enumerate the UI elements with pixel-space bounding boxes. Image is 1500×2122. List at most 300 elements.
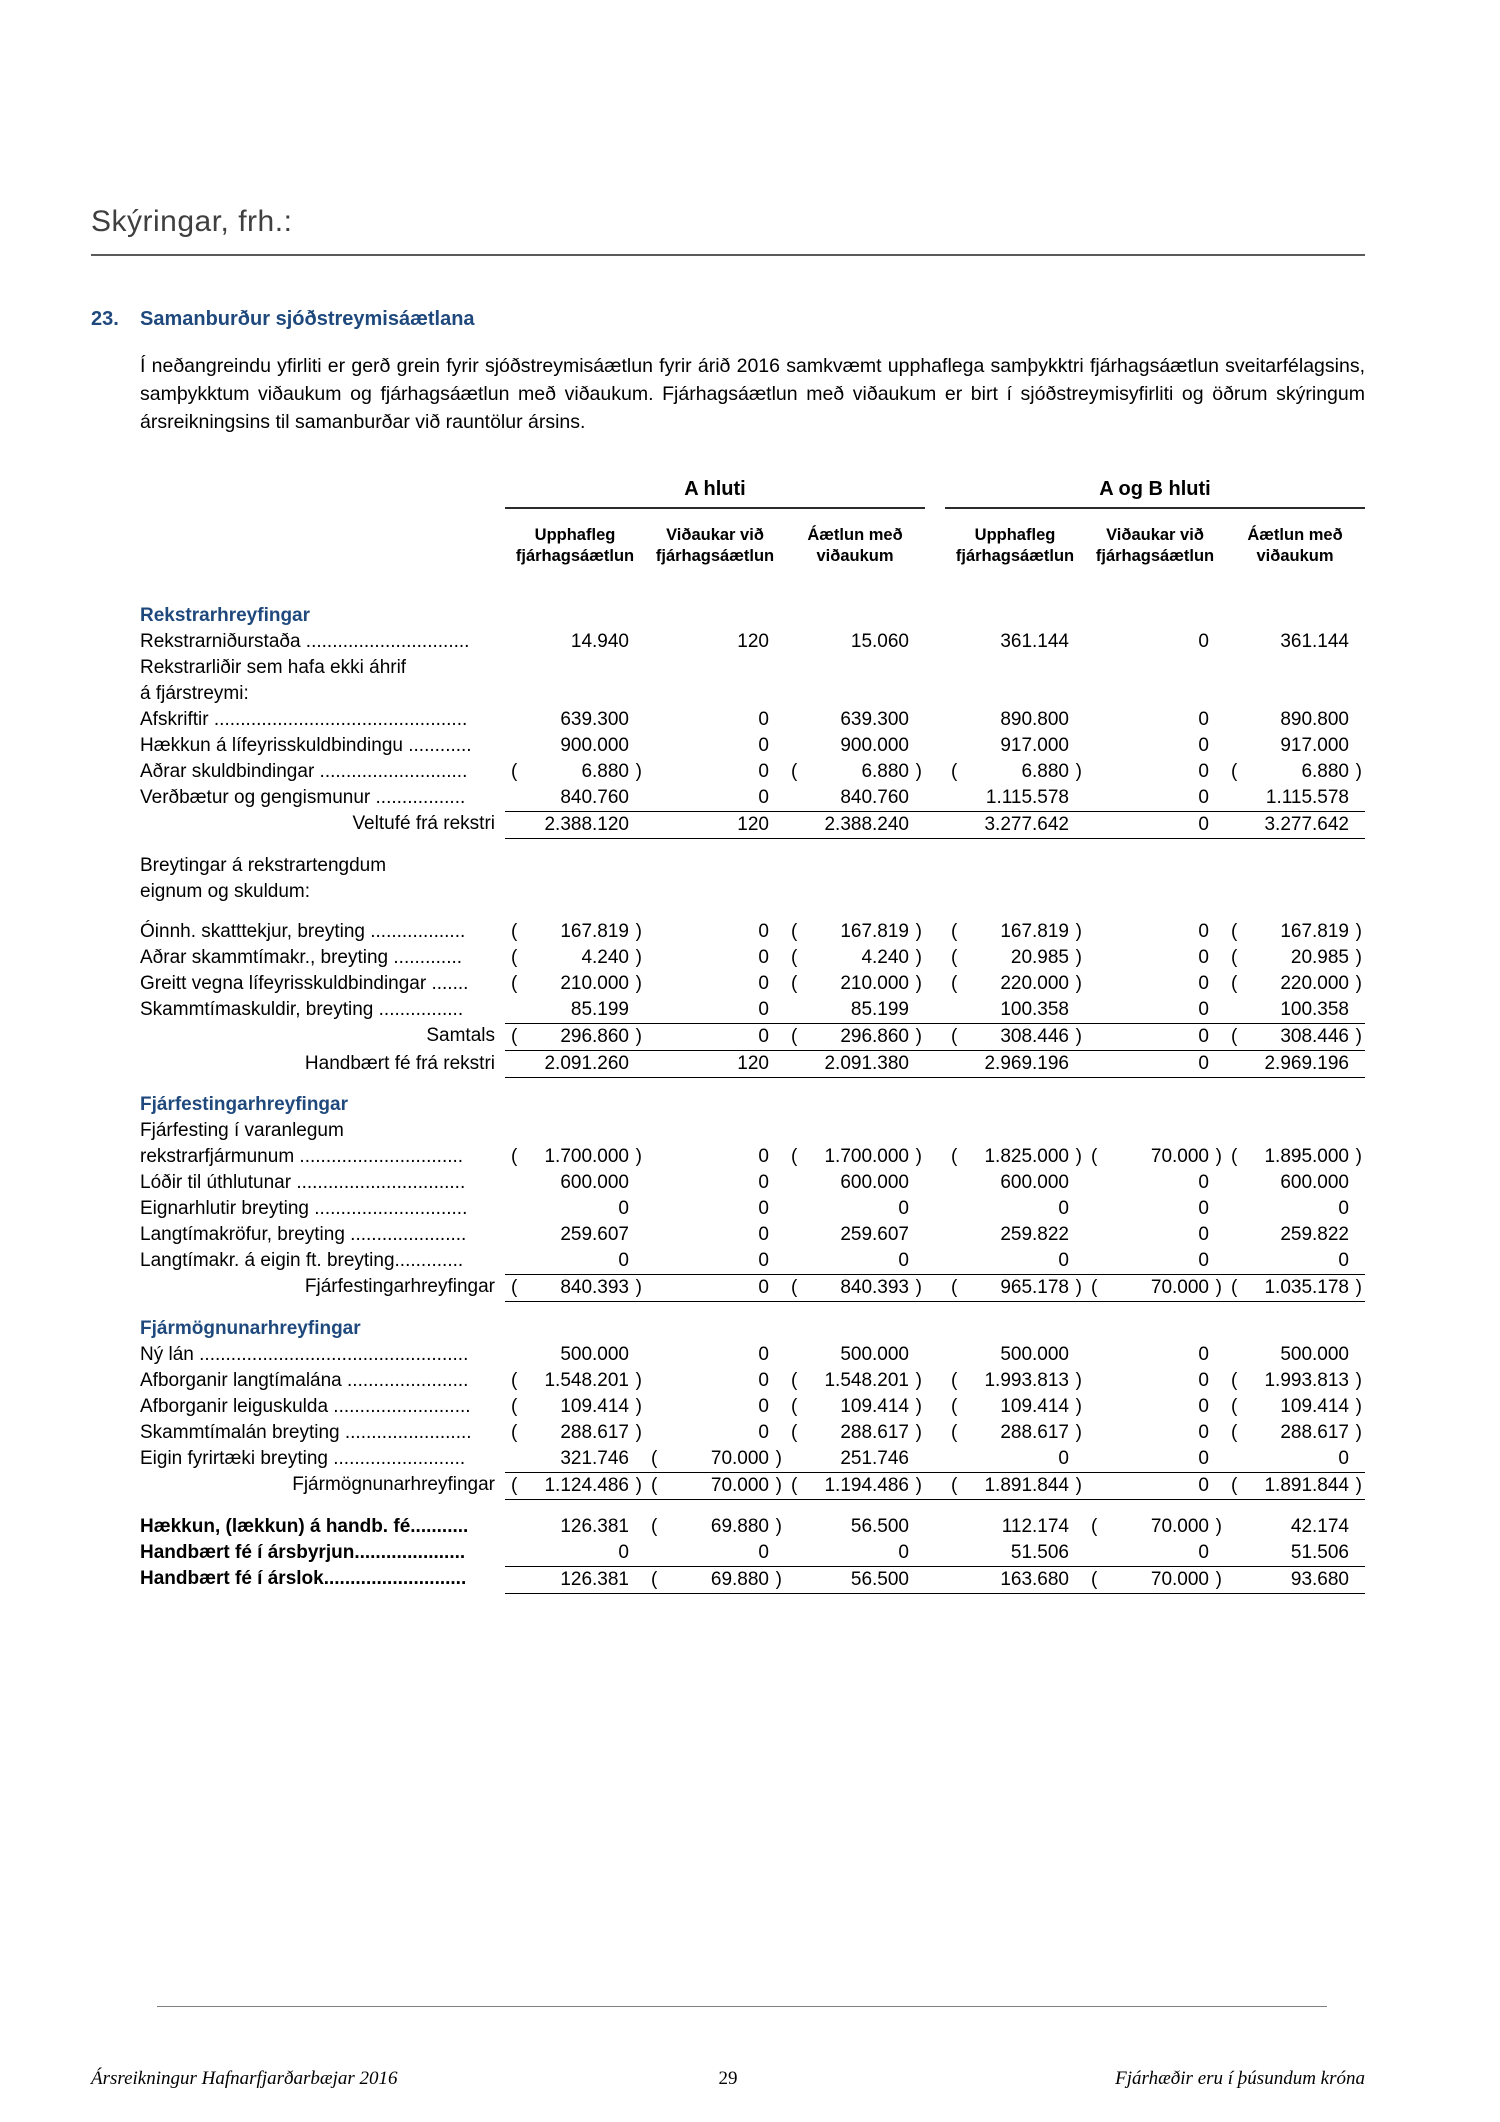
- value: 0: [1198, 1198, 1209, 1219]
- table-row: [140, 1196, 1365, 1222]
- value-cell: [945, 707, 1085, 733]
- value: 840.760: [560, 787, 629, 808]
- column-header-line: Áætlun með: [807, 526, 903, 544]
- value: 70.000: [710, 1475, 769, 1496]
- column-header-line: fjárhagsáætlun: [655, 547, 775, 565]
- row-label: Handbært fé frá rekstri: [304, 1053, 495, 1074]
- value-cell: [945, 1473, 1085, 1499]
- value-cell: [1225, 945, 1365, 971]
- row-label: Lóðir til úthlutunar ................................: [140, 1172, 466, 1193]
- value-cell: [1085, 1473, 1225, 1499]
- open-paren: (: [1231, 1026, 1238, 1047]
- close-paren: ): [1075, 1370, 1082, 1391]
- value: 0: [1198, 1172, 1209, 1193]
- value: 51.506: [1290, 1542, 1349, 1563]
- close-paren: ): [1355, 1370, 1362, 1391]
- row-label: Afskriftir ................................................: [140, 709, 468, 730]
- row-spacer: [140, 1078, 1365, 1092]
- value-cell: [785, 1222, 925, 1248]
- value-cell: [945, 971, 1085, 997]
- value-cell: [945, 1446, 1085, 1472]
- open-paren: (: [511, 1422, 518, 1443]
- value-cell: [1085, 1196, 1225, 1222]
- value-cell: [505, 997, 645, 1023]
- row-values: [505, 733, 1365, 759]
- value-cell: [945, 1144, 1085, 1170]
- value-cell: [505, 733, 645, 759]
- value-cell: [505, 1275, 645, 1301]
- table-row: [140, 811, 1365, 839]
- value: 321.746: [560, 1448, 629, 1469]
- value: 0: [758, 1250, 769, 1271]
- value: 288.617: [560, 1422, 629, 1443]
- section-number: 23.: [91, 308, 119, 330]
- value-cell: [945, 945, 1085, 971]
- row-label: Fjárfestingarhreyfingar: [304, 1276, 495, 1297]
- table-row: [140, 733, 1365, 759]
- value-cell: [1085, 1144, 1225, 1170]
- value-cell: [1085, 1368, 1225, 1394]
- value: 0: [1198, 1475, 1209, 1496]
- value: 6.880: [1021, 761, 1069, 782]
- value: 167.819: [1000, 921, 1069, 942]
- value-cell: [945, 997, 1085, 1023]
- value: 56.500: [850, 1569, 909, 1590]
- row-label: Ný lán ...................................................: [140, 1344, 469, 1365]
- row-values: [505, 1566, 1365, 1594]
- value-cell: [505, 1394, 645, 1420]
- value: 0: [1058, 1198, 1069, 1219]
- value: 100.358: [1280, 999, 1349, 1020]
- close-paren: ): [1355, 1422, 1362, 1443]
- page-title: Skýringar, frh.:: [91, 205, 293, 238]
- value-cell: [1085, 1446, 1225, 1472]
- value-cell: [645, 1144, 785, 1170]
- value: 167.819: [1280, 921, 1349, 942]
- row-label: Rekstrarhreyfingar: [140, 605, 311, 626]
- value-cell: [645, 629, 785, 655]
- value: 361.144: [1280, 631, 1349, 652]
- open-paren: (: [951, 1026, 958, 1047]
- table-row: [140, 759, 1365, 785]
- footer-report-name: Ársreikningur Hafnarfjarðarbæjar 2016: [91, 2068, 398, 2089]
- close-paren: ): [1075, 761, 1082, 782]
- value-cell: [1085, 971, 1225, 997]
- value: 20.985: [1290, 947, 1349, 968]
- value: 1.891.844: [984, 1475, 1069, 1496]
- value: 0: [1198, 1396, 1209, 1417]
- value-cell: [785, 629, 925, 655]
- value: 308.446: [1280, 1026, 1349, 1047]
- value: 0: [1198, 814, 1209, 835]
- close-paren: ): [1215, 1146, 1222, 1167]
- table-body: [140, 603, 1365, 1594]
- close-paren: ): [1355, 1396, 1362, 1417]
- value: 900.000: [560, 735, 629, 756]
- value-cell: [645, 1248, 785, 1274]
- close-paren: ): [635, 921, 642, 942]
- close-paren: ): [1075, 947, 1082, 968]
- cashflow-comparison-table: [140, 478, 1365, 1594]
- row-label: Hækkun, (lækkun) á handb. fé...........: [140, 1516, 469, 1537]
- value-cell: [645, 1368, 785, 1394]
- value-cell: [505, 785, 645, 811]
- value: 600.000: [1280, 1172, 1349, 1193]
- value-cell: [945, 1222, 1085, 1248]
- close-paren: ): [1075, 1422, 1082, 1443]
- close-paren: ): [775, 1516, 782, 1537]
- value-cell: [785, 1342, 925, 1368]
- open-paren: (: [951, 761, 958, 782]
- row-label: Langtímakr. á eigin ft. breyting.............: [140, 1250, 464, 1271]
- close-paren: ): [915, 1370, 922, 1391]
- value-cell: [1225, 1420, 1365, 1446]
- value-cell: [785, 733, 925, 759]
- value-cell: [1225, 812, 1365, 838]
- value: 2.388.240: [824, 814, 909, 835]
- table-row: [140, 1566, 1365, 1594]
- value: 69.880: [710, 1569, 769, 1590]
- open-paren: (: [1231, 1277, 1238, 1298]
- close-paren: ): [635, 1396, 642, 1417]
- table-row: [140, 707, 1365, 733]
- value-cell: [645, 945, 785, 971]
- row-label: Veltufé frá rekstri: [352, 813, 495, 834]
- value-cell: [945, 629, 1085, 655]
- row-label: Handbært fé í ársbyrjun.....................: [140, 1542, 466, 1563]
- close-paren: ): [635, 947, 642, 968]
- open-paren: (: [511, 1396, 518, 1417]
- value-cell: [505, 1342, 645, 1368]
- close-paren: ): [915, 1475, 922, 1496]
- value-cell: [1085, 707, 1225, 733]
- value-cell: [505, 1473, 645, 1499]
- value-cell: [1225, 1275, 1365, 1301]
- open-paren: (: [791, 921, 798, 942]
- close-paren: ): [915, 947, 922, 968]
- value-cell: [645, 1514, 785, 1540]
- value: 0: [1198, 1448, 1209, 1469]
- value-cell: [945, 1540, 1085, 1566]
- value-cell: [785, 1196, 925, 1222]
- footer-divider-line: [157, 2006, 1327, 2007]
- row-values: [505, 1342, 1365, 1368]
- value-cell: [1085, 945, 1225, 971]
- value-cell: [945, 1368, 1085, 1394]
- value: 0: [758, 1396, 769, 1417]
- value-cell: [945, 1275, 1085, 1301]
- column-header-line: fjárhagsáætlun: [955, 547, 1075, 565]
- row-values: [505, 1222, 1365, 1248]
- value: 100.358: [1000, 999, 1069, 1020]
- open-paren: (: [511, 973, 518, 994]
- row-label: Hækkun á lífeyrisskuldbindingu ............: [140, 735, 472, 756]
- open-paren: (: [1231, 1475, 1238, 1496]
- value-cell: [1085, 1420, 1225, 1446]
- value: 0: [1338, 1448, 1349, 1469]
- value: 15.060: [850, 631, 909, 652]
- value-cell: [505, 971, 645, 997]
- open-paren: (: [511, 1370, 518, 1391]
- value: 4.240: [581, 947, 629, 968]
- value-cell: [645, 759, 785, 785]
- row-label: Langtímakröfur, breyting ......................: [140, 1224, 467, 1245]
- value-cell: [1225, 1024, 1365, 1050]
- value-cell: [505, 1567, 645, 1593]
- value: 109.414: [1000, 1396, 1069, 1417]
- value: 0: [758, 1370, 769, 1391]
- value-cell: [1225, 1222, 1365, 1248]
- value-cell: [1085, 759, 1225, 785]
- value: 0: [1198, 761, 1209, 782]
- row-label: Verðbætur og gengismunur .................: [140, 787, 466, 808]
- open-paren: (: [1231, 947, 1238, 968]
- value-cell: [645, 1342, 785, 1368]
- value: 0: [1198, 973, 1209, 994]
- value-cell: [1225, 629, 1365, 655]
- value-cell: [1085, 1342, 1225, 1368]
- table-row: [140, 1118, 1365, 1144]
- open-paren: (: [791, 973, 798, 994]
- value-cell: [1225, 1514, 1365, 1540]
- value: 1.548.201: [824, 1370, 909, 1391]
- row-label: Rekstrarniðurstaða ...............................: [140, 631, 470, 652]
- value: 2.969.196: [1264, 1053, 1349, 1074]
- value: 639.300: [840, 709, 909, 730]
- row-spacer: [140, 1302, 1365, 1316]
- open-paren: (: [511, 1146, 518, 1167]
- open-paren: (: [791, 1146, 798, 1167]
- value-cell: [1085, 785, 1225, 811]
- column-header: [505, 525, 645, 567]
- value: 1.825.000: [984, 1146, 1069, 1167]
- value-cell: [645, 1170, 785, 1196]
- value: 14.940: [570, 631, 629, 652]
- value: 0: [1198, 1026, 1209, 1047]
- value-cell: [645, 1473, 785, 1499]
- value: 70.000: [710, 1448, 769, 1469]
- close-paren: ): [1075, 921, 1082, 942]
- value: 120: [737, 814, 769, 835]
- value: 0: [758, 1422, 769, 1443]
- value-cell: [1225, 971, 1365, 997]
- open-paren: (: [651, 1448, 658, 1469]
- close-paren: ): [1355, 973, 1362, 994]
- value: 259.822: [1280, 1224, 1349, 1245]
- value-cell: [505, 1196, 645, 1222]
- value-cell: [505, 1144, 645, 1170]
- open-paren: (: [791, 947, 798, 968]
- value-cell: [1225, 785, 1365, 811]
- value-cell: [785, 997, 925, 1023]
- value-cell: [945, 733, 1085, 759]
- row-label: Greitt vegna lífeyrisskuldbindingar .......: [140, 973, 469, 994]
- row-values: [505, 1248, 1365, 1274]
- open-paren: (: [1091, 1277, 1098, 1298]
- table-row: [140, 879, 1365, 905]
- value-cell: [645, 971, 785, 997]
- column-header-line: fjárhagsáætlun: [1095, 547, 1215, 565]
- value: 500.000: [840, 1344, 909, 1365]
- value-cell: [1225, 1368, 1365, 1394]
- table-row: [140, 1446, 1365, 1472]
- group-header-a-hluti: A hluti: [505, 478, 925, 509]
- section-title: Samanburður sjóðstreymisáætlana: [140, 308, 475, 330]
- value: 0: [758, 1146, 769, 1167]
- value-cell: [505, 1170, 645, 1196]
- value-cell: [1085, 1275, 1225, 1301]
- value-cell: [945, 919, 1085, 945]
- value: 0: [898, 1198, 909, 1219]
- close-paren: ): [635, 973, 642, 994]
- open-paren: (: [651, 1569, 658, 1590]
- value-cell: [645, 1540, 785, 1566]
- value-cell: [785, 1446, 925, 1472]
- value: 259.822: [1000, 1224, 1069, 1245]
- value: 600.000: [560, 1172, 629, 1193]
- table-row: [140, 1472, 1365, 1500]
- table-row: [140, 1316, 1365, 1342]
- value: 70.000: [1150, 1146, 1209, 1167]
- close-paren: ): [1215, 1569, 1222, 1590]
- value-cell: [645, 1024, 785, 1050]
- close-paren: ): [775, 1569, 782, 1590]
- column-header-line: viðaukum: [1256, 547, 1334, 565]
- value-cell: [945, 1342, 1085, 1368]
- value: 109.414: [1280, 1396, 1349, 1417]
- value: 361.144: [1000, 631, 1069, 652]
- value: 296.860: [840, 1026, 909, 1047]
- value-cell: [1225, 1342, 1365, 1368]
- value-cell: [645, 707, 785, 733]
- open-paren: (: [791, 1277, 798, 1298]
- column-header-line: Viðaukar við: [666, 526, 764, 544]
- value: 296.860: [560, 1026, 629, 1047]
- group-header-a-og-b-hluti: A og B hluti: [945, 478, 1365, 509]
- row-values: [505, 1196, 1365, 1222]
- value: 1.035.178: [1264, 1277, 1349, 1298]
- value-cell: [645, 997, 785, 1023]
- value: 6.880: [861, 761, 909, 782]
- row-label: Skammtímalán breyting ........................: [140, 1422, 472, 1443]
- column-header-line: viðaukum: [816, 547, 894, 565]
- value: 500.000: [1000, 1344, 1069, 1365]
- column-header-row: [505, 525, 1365, 567]
- row-label: Eignarhlutir breyting .............................: [140, 1198, 468, 1219]
- value: 0: [758, 1224, 769, 1245]
- row-label: Afborganir langtímalána .......................: [140, 1370, 469, 1391]
- value: 840.393: [560, 1277, 629, 1298]
- row-label: Skammtímaskuldir, breyting ................: [140, 999, 464, 1020]
- row-label: Fjármögnunarhreyfingar: [292, 1474, 495, 1495]
- value-cell: [505, 759, 645, 785]
- close-paren: ): [1075, 1026, 1082, 1047]
- column-header: [645, 525, 785, 567]
- value-cell: [1085, 1024, 1225, 1050]
- value: 259.607: [840, 1224, 909, 1245]
- row-values: [505, 1514, 1365, 1540]
- open-paren: (: [511, 921, 518, 942]
- row-label: eignum og skuldum:: [140, 881, 311, 902]
- value: 0: [1198, 1053, 1209, 1074]
- row-values: [505, 1170, 1365, 1196]
- close-paren: ): [915, 1277, 922, 1298]
- value-cell: [645, 785, 785, 811]
- value: 220.000: [1280, 973, 1349, 994]
- value: 1.700.000: [824, 1146, 909, 1167]
- table-header: [505, 478, 1365, 567]
- value-cell: [945, 1567, 1085, 1593]
- close-paren: ): [635, 1277, 642, 1298]
- table-row: [140, 1420, 1365, 1446]
- value-cell: [1225, 1567, 1365, 1593]
- value: 840.393: [840, 1277, 909, 1298]
- value-cell: [1085, 733, 1225, 759]
- value-cell: [505, 1051, 645, 1077]
- value-cell: [1225, 1473, 1365, 1499]
- table-row: [140, 853, 1365, 879]
- row-values: [505, 997, 1365, 1023]
- table-row: [140, 997, 1365, 1023]
- table-row: [140, 785, 1365, 811]
- column-header-line: Upphafleg: [974, 526, 1056, 544]
- open-paren: (: [651, 1475, 658, 1496]
- group-header-row: [505, 478, 1365, 509]
- column-header: [1085, 525, 1225, 567]
- value: 0: [1198, 947, 1209, 968]
- row-values: [505, 1446, 1365, 1472]
- close-paren: ): [1215, 1516, 1222, 1537]
- value-cell: [1085, 1222, 1225, 1248]
- value: 600.000: [1000, 1172, 1069, 1193]
- value: 126.381: [560, 1516, 629, 1537]
- close-paren: ): [1355, 1026, 1362, 1047]
- row-label: Samtals: [426, 1025, 495, 1046]
- table-row: [140, 1394, 1365, 1420]
- value: 1.194.486: [824, 1475, 909, 1496]
- value-cell: [945, 1051, 1085, 1077]
- value: 0: [1198, 787, 1209, 808]
- value: 120: [737, 631, 769, 652]
- close-paren: ): [915, 973, 922, 994]
- open-paren: (: [1091, 1569, 1098, 1590]
- value-cell: [505, 1540, 645, 1566]
- value-cell: [1225, 1540, 1365, 1566]
- row-values: [505, 945, 1365, 971]
- value: 0: [1198, 1542, 1209, 1563]
- value-cell: [1085, 1514, 1225, 1540]
- value-cell: [785, 945, 925, 971]
- value-cell: [645, 1222, 785, 1248]
- row-label: Fjárfestingarhreyfingar: [140, 1094, 348, 1115]
- value-cell: [785, 1051, 925, 1077]
- value-cell: [785, 759, 925, 785]
- value: 0: [1198, 1344, 1209, 1365]
- value-cell: [1085, 919, 1225, 945]
- value: 0: [758, 947, 769, 968]
- value-cell: [505, 1514, 645, 1540]
- close-paren: ): [1075, 973, 1082, 994]
- value-cell: [505, 1222, 645, 1248]
- value: 0: [898, 1250, 909, 1271]
- open-paren: (: [511, 1026, 518, 1047]
- value-cell: [505, 1024, 645, 1050]
- value: 0: [758, 1344, 769, 1365]
- value: 6.880: [581, 761, 629, 782]
- value: 93.680: [1290, 1569, 1349, 1590]
- row-label: Fjárfesting í varanlegum: [140, 1120, 344, 1141]
- value: 1.993.813: [984, 1370, 1069, 1391]
